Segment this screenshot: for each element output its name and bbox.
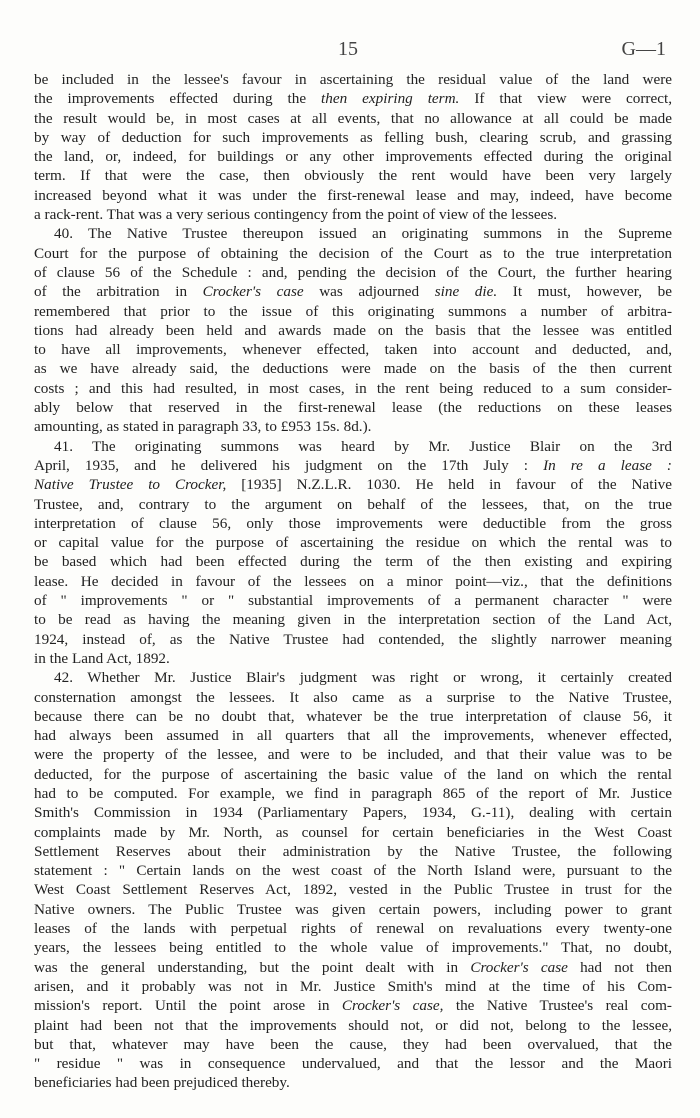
text-line <box>34 958 672 977</box>
italic-span: In re a lease : <box>543 456 672 474</box>
text-span: April, 1935, and he delivered his judgment on the 17th July : <box>34 456 544 474</box>
text-span: If that view were correct, <box>459 90 672 108</box>
text-line: beneficiaries had been prejudiced thereby. <box>34 1074 290 1092</box>
text-line: complaints made by Mr. North, as counsel for certain beneficiaries in the West Coast <box>34 823 672 841</box>
text-line: ably below that reserved in the first-renewal lease (the reductions on these leases <box>34 399 672 417</box>
text-line: the result would be, in most cases at all events, that no allowance at all could be made <box>34 109 672 127</box>
text-span: mission's report. Until the point arose in <box>34 997 342 1015</box>
text-span: was the general understanding, but the point dealt with in <box>34 958 471 976</box>
text-line: West Coast Settlement Reserves Act, 1892, vested in the Public Trustee in trust for the <box>34 881 672 899</box>
text-line: term. If that were the case, then obviously the rent would have been very largely <box>34 167 672 185</box>
text-line: Native owners. The Public Trustee was given certain powers, including power to grant <box>34 900 672 918</box>
text-line: arisen, and it probably was not in Mr. Justice Smith's mind at the time of his Com- <box>34 977 672 995</box>
text-line: " residue " was in consequence undervalued, and that the lessor and the Maori <box>34 1055 672 1073</box>
text-line: had to be computed. For example, we find in paragraph 865 of the report of Mr. Justice <box>34 784 672 802</box>
text-line <box>34 996 672 1015</box>
italic-span: Crocker's case, <box>341 997 444 1015</box>
text-line: be included in the lessee's favour in ascertaining the residual value of the land were <box>34 71 672 88</box>
text-line: of clause 56 of the Schedule : and, pending the decision of the Court, the further hearing <box>34 263 672 281</box>
text-span: [1935] N.Z.L.R. 1030. He held in favour of the Native <box>226 476 672 494</box>
italic-span: Crocker's case <box>202 283 304 301</box>
text-line: deducted, for the purpose of ascertaining the basic value of the land on which the rental <box>34 765 672 783</box>
text-span: It must, however, be <box>497 283 672 301</box>
text-span: of the arbitration in <box>34 283 203 301</box>
text-line: as we have already said, the deductions were made on the basis of the then current <box>34 360 672 378</box>
text-span: had not then <box>567 958 672 976</box>
text-line: or capital value for the purpose of ascertaining the residue on which the rental was to <box>34 534 672 552</box>
text-line <box>34 456 672 475</box>
text-span: the improvements effected during the <box>34 90 322 108</box>
text-line: by way of deduction for such improvements as felling bush, clearing scrub, and grassing <box>34 128 672 146</box>
text-line <box>34 475 672 494</box>
italic-span: Crocker's case <box>470 958 568 976</box>
text-line: had always been assumed in all quarters that all the improvements, whenever effected, <box>34 727 672 745</box>
text-line: were the property of the lessee, and were to be included, and that their value was to be <box>34 746 672 764</box>
text-line: amounting, as stated in paragraph 33, to £953 15s. 8d.). <box>34 418 372 436</box>
body-text <box>34 70 672 1093</box>
text-line: leases of the lands with perpetual rights of renewal on revaluations every twenty-one <box>34 920 672 938</box>
text-line: to be read as having the meaning given in the interpretation section of the Land Act, <box>34 611 672 629</box>
italic-span: sine die. <box>434 283 498 301</box>
text-line <box>34 282 672 301</box>
text-line: 1924, instead of, as the Native Trustee had contended, the slightly narrower meaning <box>34 630 672 648</box>
text-line: but that, whatever may have been the cause, they had been overvalued, that the <box>34 1035 672 1053</box>
text-line: consternation amongst the lessees. It also came as a surprise to the Native Trustee, <box>34 688 672 706</box>
page-header <box>0 38 700 62</box>
text-line: be based which had been effected during the term of the then existing and expiring <box>34 553 672 571</box>
text-line: increased beyond what it was under the first-renewal lease and may, indeed, have become <box>34 186 672 204</box>
document-reference: G—1 <box>621 38 666 60</box>
text-line: to have all improvements, whenever effected, taken into account and deducted, and, <box>34 341 672 359</box>
text-line: statement : " Certain lands on the west coast of the North Island were, pursuant to the <box>34 862 672 880</box>
page-number: 15 <box>338 38 358 60</box>
italic-span: then expiring term. <box>321 90 460 108</box>
text-line: 41. The originating summons was heard by Mr. Justice Blair on the 3rd <box>54 437 672 455</box>
text-line: 42. Whether Mr. Justice Blair's judgment was right or wrong, it certainly created <box>54 669 672 687</box>
text-line: because there can be no doubt that, whatever be the true interpretation of clause 56, it <box>34 707 672 725</box>
text-line: interpretation of clause 56, only those improvements were deductible from the gross <box>34 514 672 532</box>
text-line: lease. He decided in favour of the lessees on a minor point—viz., that the definitions <box>34 572 672 590</box>
text-line: Court for the purpose of obtaining the decision of the Court as to the true interpretation <box>34 244 672 262</box>
text-line: in the Land Act, 1892. <box>34 649 170 667</box>
text-line <box>34 89 672 108</box>
text-line: of " improvements " or " substantial improvements of a permanent character " were <box>34 592 672 610</box>
text-line: Settlement Reserves about their administration by the Native Trustee, the following <box>34 842 672 860</box>
text-line: Trustee, and, contrary to the argument on behalf of the lessees, that, on the true <box>34 495 672 513</box>
text-span: the Native Trustee's real com- <box>443 997 672 1015</box>
italic-span: Native Trustee to Crocker, <box>34 476 227 494</box>
text-line: Smith's Commission in 1934 (Parliamentary Papers, 1934, G.-11), dealing with certain <box>34 804 672 822</box>
text-line: years, the lessees being entitled to the whole value of improvements." That, no doubt, <box>34 939 672 957</box>
text-span: was adjourned <box>303 283 435 301</box>
text-line: plaint had been not that the improvements should not, or did not, belong to the lessee, <box>34 1016 672 1034</box>
text-line: remembered that prior to the issue of this originating summons a number of arbitra- <box>34 302 672 320</box>
text-line: 40. The Native Trustee thereupon issued an originating summons in the Supreme <box>54 225 672 243</box>
text-line: costs ; and this had resulted, in most cases, in the rent being reduced to a sum consider- <box>34 379 672 397</box>
text-line: a rack-rent. That was a very serious contingency from the point of view of the lessees. <box>34 206 558 224</box>
text-line: tions had already been held and awards made on the basis that the lessee was entitled <box>34 321 672 339</box>
text-line: the land, or, indeed, for buildings or any other improvements effected during the original <box>34 148 672 166</box>
